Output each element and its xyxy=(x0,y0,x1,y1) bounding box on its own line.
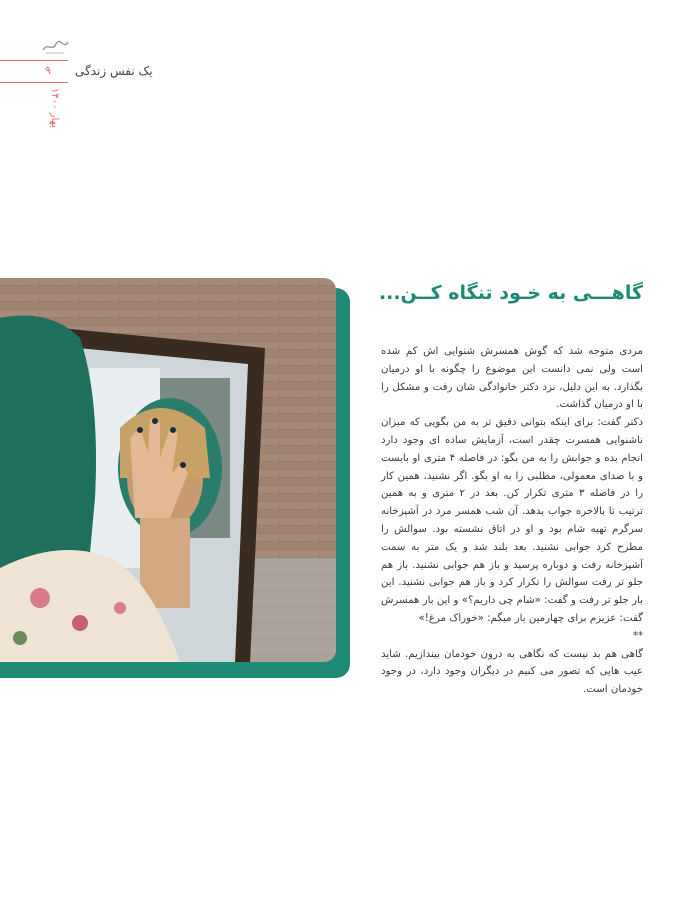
article-paragraph-separator: ** xyxy=(632,630,643,642)
article-paragraph: دکتر گفت: برای اینکه بتوانی دقیق تر به من بگویی که میزان ناشنوایی همسرت چقدر است، آزمایش ساده ای وجود دارد انجام بده و جوابش را به من بگو: در فاصله ۴ متری او بایست و با صدای معمولی، مطلبی را به او بگو. اگر نشنید، همین کار را در فاصله ۳ متری تکرار کن. بعد در ۲ متری و به همین ترتیب تا بالاخره جواب بدهد. آن شب همسر مرد در آشپزخانه سرگرم تهیه شام بود و او در اتاق نشسته بود. سوالش را مطرح کرد جوابی نشنید. بعد بلند شد و یک متر به سمت آشپزخانه رفت و دوباره پرسید و باز هم جوابی نشنید. باز هم جلو تر رفت سوالش را تکرار کرد و باز هم جوابی نشنید. این بار جلو تر رفت و گفت: «شام چی داریم؟» و این بار همسرش گفت: عزیزم برای چهارمین بار میگم: «خوراک مرغ!» xyxy=(381,417,643,624)
header-rule-bottom xyxy=(0,82,68,83)
issue-year: ۱۴۰۰ بهار xyxy=(49,88,60,128)
article-paragraph: گاهی هم بد نیست که نگاهی به درون خودمان بیندازیم. شاید عیب هایی که تصور می کنیم در دیگران وجود دارد، در وجود خودمان است. xyxy=(381,648,643,696)
issue-number: ۹ xyxy=(45,64,51,77)
article-paragraph: مردی متوجه شد که گوش همسرش شنوایی اش کم شده است ولی نمی دانست این موضوع را چگونه با او درمیان بگذارد. به این دلیل، نزد دکتر خانوادگی شان رفت و مشکل را با او درمیان گذاشت. xyxy=(381,346,643,411)
header-rule-top xyxy=(0,60,68,61)
article-title: گاهـــی به خـود تنگاه کــن... xyxy=(378,282,643,304)
header-month-glyph xyxy=(40,38,70,56)
section-title: یک نفس زندگی xyxy=(75,64,153,78)
article-photo xyxy=(0,278,350,678)
woman-mirror-photo xyxy=(0,278,336,662)
article-body xyxy=(381,343,643,699)
